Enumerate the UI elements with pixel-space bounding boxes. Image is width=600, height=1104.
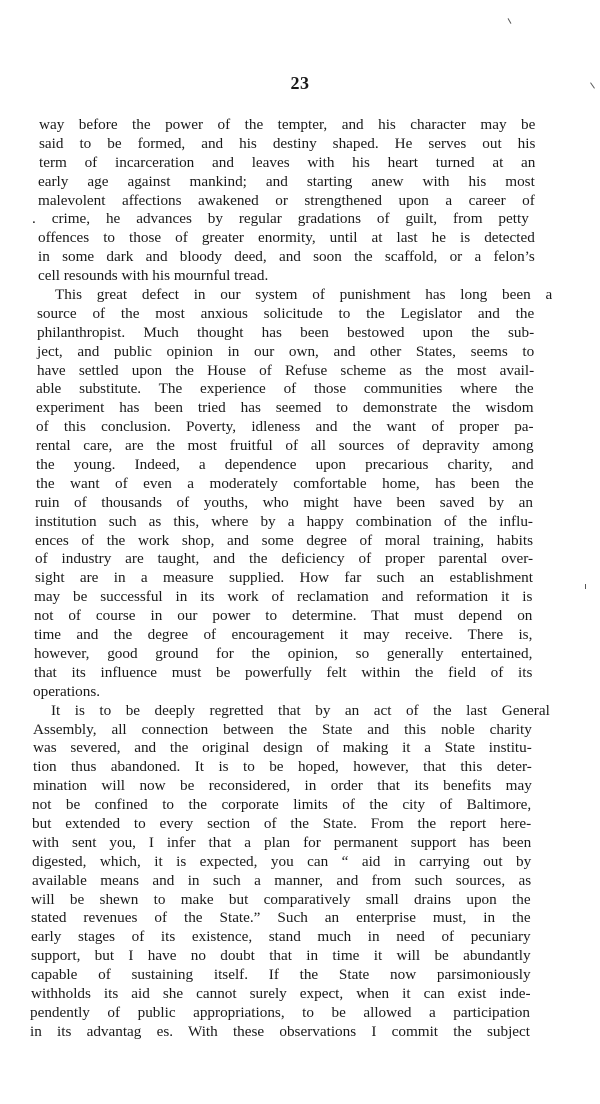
text-line: operations. <box>33 682 101 700</box>
text-line: tion thus abandoned. It is to be hoped, however, that this deter- <box>33 758 532 776</box>
text-line: pendently of public appropriations, to be allowed a participation <box>30 1003 530 1021</box>
text-line: mination will now be reconsidered, in order that its benefits may <box>33 777 532 795</box>
text-line: sight are in a measure supplied. How far such an establishment <box>35 569 533 587</box>
body-text <box>30 116 553 1042</box>
text-line: with sent you, I infer that a plan for permanent support has been <box>32 833 532 851</box>
text-line: early stages of its existence, stand much in need of pecuniary <box>31 928 531 946</box>
text-line: able substitute. The experience of those communities where the <box>36 380 534 398</box>
paragraph <box>30 116 536 286</box>
text-line: This great defect in our system of punishment has long been a <box>55 286 553 304</box>
text-line: withholds its aid she cannot surely expect, when it can exist inde- <box>31 984 531 1002</box>
text-line: not be confined to the corporate limits of the city of Baltimore, <box>32 796 532 814</box>
text-line: Assembly, all connection between the State and this noble charity <box>33 720 532 738</box>
text-line: term of incarceration and leaves with his heart turned at an <box>39 153 536 171</box>
paragraph <box>30 701 550 1042</box>
page-number: 23 <box>290 73 310 93</box>
text-line: stated revenues of the State.” Such an enterprise must, in the <box>31 909 531 927</box>
text-line: institution such as this, where by a happy combination of the influ- <box>35 512 533 530</box>
text-line: will be shewn to make but comparatively small drains upon the <box>31 890 531 908</box>
text-line: ruin of thousands of youths, who might have been saved by an <box>35 493 533 511</box>
text-line: ences of the work shop, and some degree of moral training, habits <box>35 531 533 549</box>
text-line: It is to be deeply regretted that by an act of the last General <box>51 701 550 719</box>
text-line: but extended to every section of the State. From the report here- <box>32 814 532 832</box>
text-line: in its advantag es. With these observations I commit the subject <box>30 1022 530 1040</box>
scan-mark <box>585 584 586 589</box>
text-line: digested, which, it is expected, you can “ aid in carrying out by <box>32 852 532 870</box>
text-line: however, good ground for the opinion, so generally entertained, <box>34 644 533 662</box>
text-line: way before the power of the tempter, and his character may be <box>39 116 536 133</box>
text-line: said to be formed, and his destiny shaped. He serves out his <box>39 134 536 152</box>
text-line: have settled upon the House of Refuse scheme as the most avail- <box>37 361 535 379</box>
text-line: in some dark and bloody deed, and soon the scaffold, or a felon’s <box>38 248 535 266</box>
text-line: was severed, and the original design of making it a State institu- <box>33 739 532 757</box>
text-line: time and the degree of encouragement it may receive. There is, <box>34 626 533 644</box>
text-line: support, but I have no doubt that in time it will be abundantly <box>31 947 531 965</box>
text-line: offences to those of greater enormity, until at last he is detected <box>38 229 535 247</box>
text-line: philanthropist. Much thought has been bestowed upon the sub- <box>37 323 535 341</box>
text-line: the young. Indeed, a dependence upon precarious charity, and <box>36 456 534 474</box>
text-line: experiment has been tried has seemed to demonstrate the wisdom <box>36 399 534 417</box>
text-line: available means and in such a manner, and from such sources, as <box>32 871 532 889</box>
text-line: of industry are taught, and the deficiency of proper parental over- <box>35 550 533 568</box>
text-line: . crime, he advances by regular gradations of guilt, from petty <box>32 210 529 228</box>
text-line: that its influence must be powerfully felt within the field of its <box>34 663 533 681</box>
text-line: capable of sustaining itself. If the State now parsimoniously <box>31 966 531 984</box>
scan-mark <box>508 18 512 24</box>
text-line: source of the most anxious solicitude to the Legislator and the <box>37 304 535 322</box>
text-line: may be successful in its work of reclamation and reformation it is <box>34 588 533 606</box>
text-line: ject, and public opinion in our own, and other States, seems to <box>37 342 535 360</box>
paragraph <box>30 286 553 702</box>
text-line: malevolent affections awakened or strengthened upon a career of <box>38 191 535 209</box>
text-line: rental care, are the most fruitful of all sources of depravity among <box>36 437 534 455</box>
text-line: not of course in our power to determine. That must depend on <box>34 607 533 625</box>
text-line: the want of even a moderately comfortable home, has been the <box>36 474 534 492</box>
text-line: early age against mankind; and starting anew with his most <box>38 172 535 190</box>
text-line: cell resounds with his mournful tread. <box>38 267 269 285</box>
text-line: of this conclusion. Poverty, idleness and the want of proper pa- <box>36 418 534 436</box>
